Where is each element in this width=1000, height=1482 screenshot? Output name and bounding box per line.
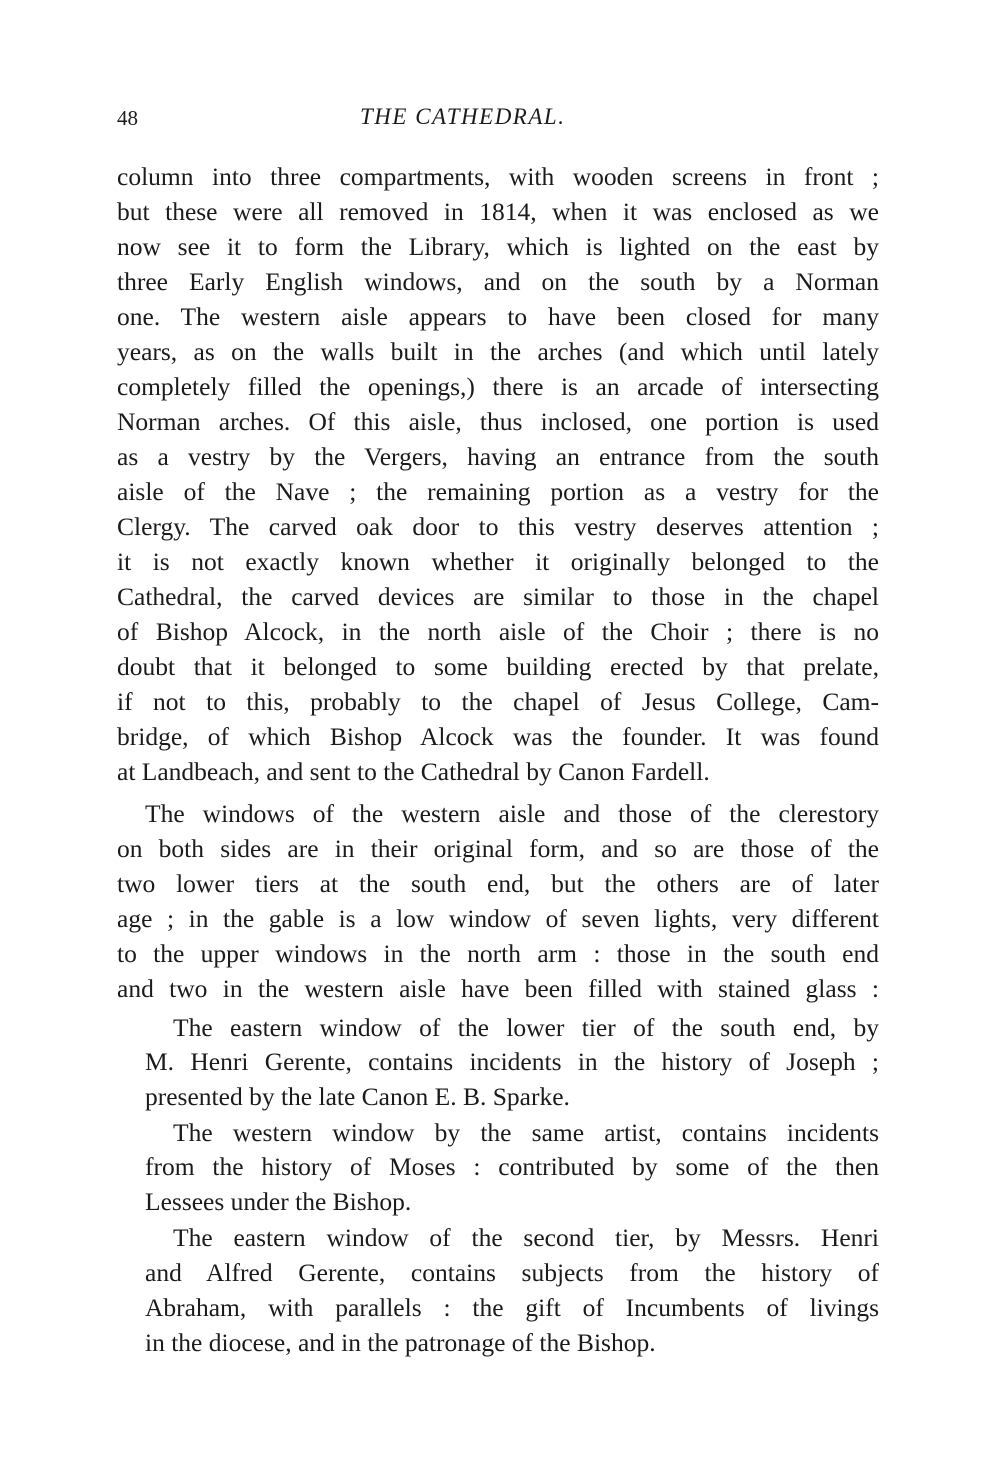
text-line: three Early English windows, and on the south by a Norman [117,267,879,296]
text-line: aisle of the Nave ; the remaining portion as a vestry for the [117,477,879,506]
text-line: Norman arches. Of this aisle, thus inclosed, one portion is used [117,407,879,436]
text-line: and two in the western aisle have been filled with stained glass : [117,974,879,1003]
text-line: column into three compartments, with wooden screens in front ; [117,162,879,191]
text-line: The western window by the same artist, contains incidents [173,1118,879,1147]
text-line: if not to this, probably to the chapel of Jesus College, Cam- [117,687,879,716]
text-line: The windows of the western aisle and those of the clerestory [145,799,879,828]
text-line: and Alfred Gerente, contains subjects from the history of [145,1258,879,1287]
text-line: doubt that it belonged to some building erected by that prelate, [117,652,879,681]
text-line: Clergy. The carved oak door to this vestry deserves attention ; [117,512,879,541]
text-line: of Bishop Alcock, in the north aisle of the Choir ; there is no [117,617,879,646]
text-line: M. Henri Gerente, contains incidents in the history of Joseph ; [145,1047,879,1076]
text-line: presented by the late Canon E. B. Sparke. [145,1082,570,1111]
text-line: The eastern window of the lower tier of the south end, by [173,1013,879,1042]
text-line: from the history of Moses : contributed by some of the then [145,1152,879,1181]
text-line: Abraham, with parallels : the gift of Incumbents of livings [145,1293,879,1322]
text-line: age ; in the gable is a low window of seven lights, very different [117,904,879,933]
text-line: Cathedral, the carved devices are similar to those in the chapel [117,582,879,611]
text-line: Lessees under the Bishop. [145,1187,412,1216]
page-number: 48 [117,106,138,130]
text-line: The eastern window of the second tier, by Messrs. Henri [173,1223,879,1252]
text-line: at Landbeach, and sent to the Cathedral by Canon Fardell. [117,757,710,786]
text-line: two lower tiers at the south end, but the others are of later [117,869,879,898]
text-line: completely filled the openings,) there is an arcade of intersecting [117,372,879,401]
text-line: now see it to form the Library, which is lighted on the east by [117,232,879,261]
text-line: to the upper windows in the north arm : those in the south end [117,939,879,968]
running-title: THE CATHEDRAL. [360,104,566,129]
text-line: bridge, of which Bishop Alcock was the founder. It was found [117,722,879,751]
text-line: on both sides are in their original form, and so are those of the [117,834,879,863]
text-line: it is not exactly known whether it originally belonged to the [117,547,879,576]
text-line: in the diocese, and in the patronage of the Bishop. [145,1328,656,1357]
text-line: as a vestry by the Vergers, having an entrance from the south [117,442,879,471]
text-line: one. The western aisle appears to have been closed for many [117,302,879,331]
text-line: years, as on the walls built in the arches (and which until lately [117,337,879,366]
text-line: but these were all removed in 1814, when it was enclosed as we [117,197,879,226]
